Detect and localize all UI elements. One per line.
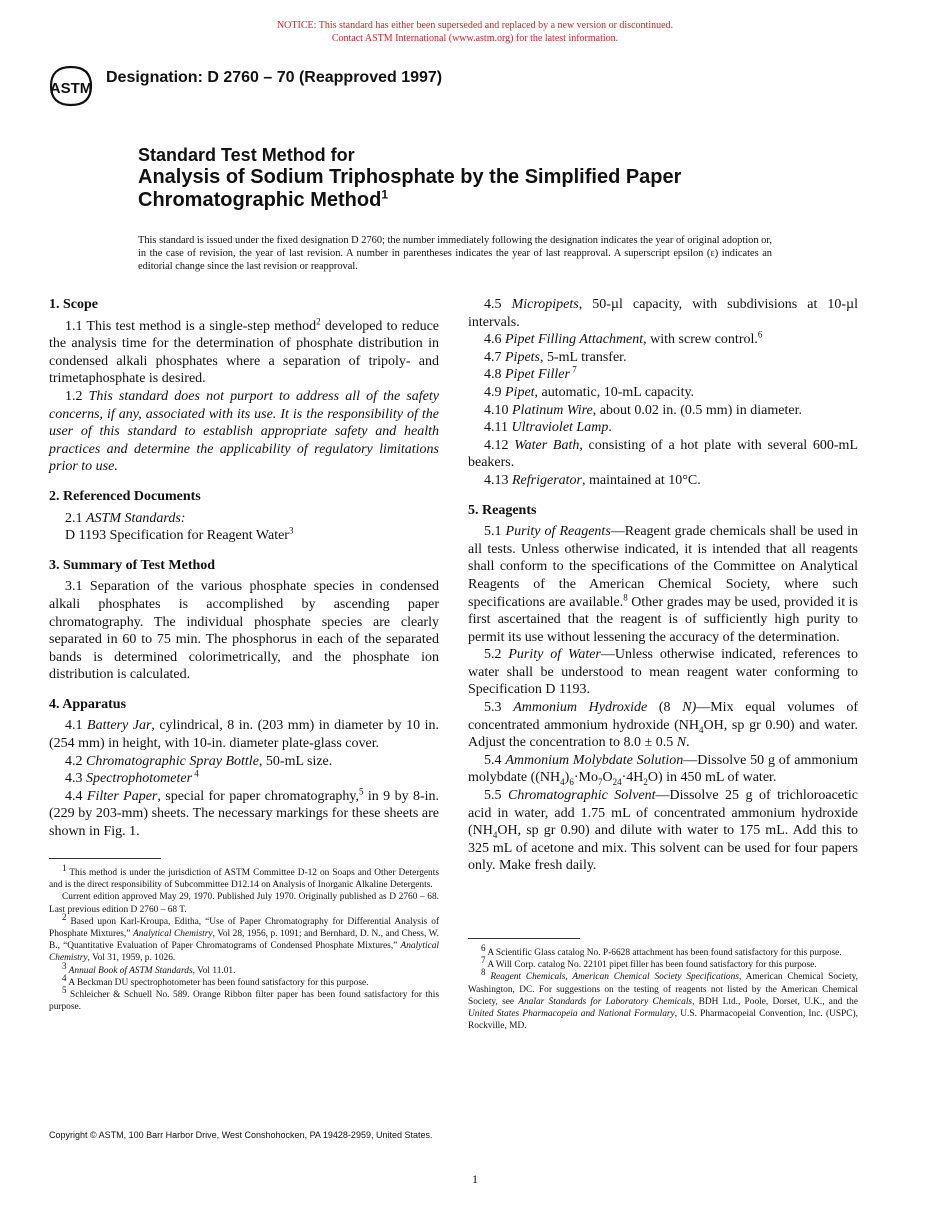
paragraph-1-1: 1.1 This test method is a single-step method$^2$ developed to reduce the analysis time for the determination of phosphate distribution in condensed alkali phosphates where a separation of tripoly- and trimetaphosphate is desired. [49,315,439,387]
section-5-heading: 5. Reagents [468,502,537,518]
paragraph-5-5: 5.5 Chromatographic Solvent—Dissolve 25 g of trichloroacetic acid in water, add 1.75 mL of concentrated ammonium hydroxide ($NH_4OH$, sp gr 0.90) and dilute with water to 175 mL. Add this to 325 mL of acetone and mix. This solvent can be used for four papers only. Make fresh daily. [468,788,859,874]
referenced-doc-d1193: D 1193 Specification for Reagent Water$^3$ [65,525,294,544]
astm-logo [48,64,94,108]
item-4-8: 4.8 Pipet Filler $^7$ [484,364,577,383]
item-4-4: 4.4 Filter Paper, special for paper chromatography,$^5$ in 9 by 8-in. (229 by 203-mm) sheets. The necessary markings for these sheets are shown in Fig. 1. [49,786,439,840]
paragraph-3-1: 3.1 Separation of the various phosphate species in condensed alkali phosphates is accomplished by ascending paper chromatography. The individual phosphate species are clearly separated in 60 to 75 min. The phosphorus in each of the separated bands is determined colorimetrically, and the phosphate ion distribution is calculated. [49,579,439,683]
title-line-3: Chromatographic Method [138,189,382,211]
title-line-1: Standard Test Method for [138,145,355,165]
item-4-11: 4.11 Ultraviolet Lamp. [484,420,612,436]
paragraph-1-2: 1.2 This standard does not purport to address all of the safety concerns, if any, associated with its use. It is the responsibility of the user of this standard to establish appropriate safety and health practices and determine the applicability of regulatory limitations prior to use. [49,388,440,475]
page-number: 1 [472,1172,478,1186]
designation: Designation: D 2760 – 70 (Reapproved 1997) [106,69,443,86]
paragraph-5-2: 5.2 Purity of Water—Unless otherwise indicated, references to water shall be understood to mean reagent water conforming to Specification D 1193. [468,647,859,698]
footnote-8: $^8$ Reagent Chemicals, American Chemical Society Specifications, American Chemical Society, Washington, DC. For suggestions on the testing of reagents not listed by the American Chemical Society, see Analar Standards for Laboratory Chemicals, BDH Ltd., Poole, Dorset, U.K., and the United States Pharmacopeia and National Formulary, U.S. Pharmacopeial Convention, Inc. (USPC), Rockville, MD. [468,967,859,1032]
footnote-6: $^6$ A Scientific Glass catalog No. P-6628 attachment has been found satisfactory for this purpose. [481,942,842,958]
footnote-1-edition: Current edition approved May 29, 1970. Published July 1970. Originally published as D 2760 – 68. Last previous edition D 2760 – 68 T. [49,892,439,915]
paragraph-5-1: 5.1 Purity of Reagents—Reagent grade chemicals shall be used in all tests. Unless otherwise indicated, it is intended that all reagents shall conform to the specifications of the Committee on Analytical Reagents of the American Chemical Society, where such specifications are available.$^8$ Other grades may be used, provided it is first ascertained that the reagent is of sufficiently high purity to permit its use without lessening the accuracy of the determination. [468,524,859,645]
section-2-heading: 2. Referenced Documents [49,488,201,504]
paragraph-5-4: 5.4 Ammonium Molybdate Solution—Dissolve 50 g of ammonium molybdate $((NH_4)_6\cdot Mo_7O_{24}\cdot 4H_2O)$ in 450 mL of water. [468,752,859,788]
item-4-1: 4.1 Battery Jar, cylindrical, 8 in. (203 mm) in diameter by 10 in. (254 mm) in height, with 10-in. diameter plate-glass cover. [49,718,440,752]
item-4-2: 4.2 Chromatographic Spray Bottle, 50-mL size. [65,753,333,769]
item-4-9: 4.9 Pipet, automatic, 10-mL capacity. [484,384,695,400]
issuance-note: This standard is issued under the fixed designation D 2760; the number immediately following the designation indicates the year of original adoption or, in the case of revision, the year of last revision. A number in parentheses indicates the year of last reapproval. A superscript epsilon (ε) indicates an editorial change since the last revision or reapproval. [138,235,772,272]
item-4-12: 4.12 Water Bath, consisting of a hot plate with several 600-mL beakers. [468,437,859,471]
notice-line-2: Contact ASTM International (www.astm.org) for the latest information. [331,33,619,44]
right-column [468,296,858,875]
footnote-7: $^7$ A Will Corp. catalog No. 22101 pipet filler has been found satisfactory for this purpose. [481,955,817,971]
footnote-1: $^1$ This method is under the jurisdiction of ASTM Committee D-12 on Soaps and Other Detergents and is the direct responsibility of Subcommittee D12.14 on Analysis of Inorganic Alkaline Detergents. [49,862,439,891]
footnotes-left [49,858,439,1013]
item-4-3: 4.3 Spectrophotometer $^4$ [65,768,199,787]
title-line-2: Analysis of Sodium Triphosphate by the Simplified Paper [138,166,682,188]
footnote-2: $^2$ Based upon Karl-Kroupa, Editha, “Use of Paper Chromatography for Differential Analysis of Phosphate Mixtures,” Analytical Chemistry, Vol 28, 1956, p. 1091; and Bernhard, D. N., and Chess, W. B., “Quantitative Evaluation of Paper Chromatograms of Condensed Phosphate Mixtures,” Analytical Chemistry, Vol 31, 1959, p. 1026. [49,911,439,964]
item-4-7: 4.7 Pipets, 5-mL transfer. [484,349,627,365]
footnote-3: $^3$ Annual Book of ASTM Standards, Vol 11.01. [62,960,236,976]
item-4-5: 4.5 Micropipets, 50-µl capacity, with subdivisions at 10-µl intervals. [468,297,859,330]
section-1-heading: 1. Scope [49,297,98,312]
notice-line-1: NOTICE: This standard has either been superseded and replaced by a new version or discontinued. [276,20,674,31]
footnote-4: $^4$ A Beckman DU spectrophotometer has been found satisfactory for this purpose. [62,972,369,988]
item-4-10: 4.10 Platinum Wire, about 0.02 in. (0.5 mm) in diameter. [484,402,802,418]
copyright: Copyright © ASTM, 100 Barr Harbor Drive, West Conshohocken, PA 19428-2959, United States. [49,1130,433,1140]
section-4-heading: 4. Apparatus [49,696,127,712]
footnotes-right [468,938,858,1032]
paragraph-5-3: 5.3 Ammonium Hydroxide (8 N)—Mix equal volumes of concentrated ammonium hydroxide ($NH_4OH$, sp gr 0.90) and water. Adjust the concentration to 8.0 ± 0.5 N. [468,700,859,751]
section-3-heading: 3. Summary of Test Method [49,557,216,573]
footnote-5: $^5$ Schleicher & Schuell No. 589. Orange Ribbon filter paper has been found satisfactory for this purpose. [49,984,439,1013]
item-4-6: 4.6 Pipet Filling Attachment, with screw control.$^6$ [484,329,763,348]
item-4-13: 4.13 Refrigerator, maintained at 10°C. [484,472,701,488]
paragraph-2-1: 2.1 ASTM Standards: [65,510,186,526]
logo-text: ASTM [49,80,93,97]
document-title [138,144,838,212]
left-column [49,296,439,841]
title-footnote-mark: 1 [381,187,389,202]
